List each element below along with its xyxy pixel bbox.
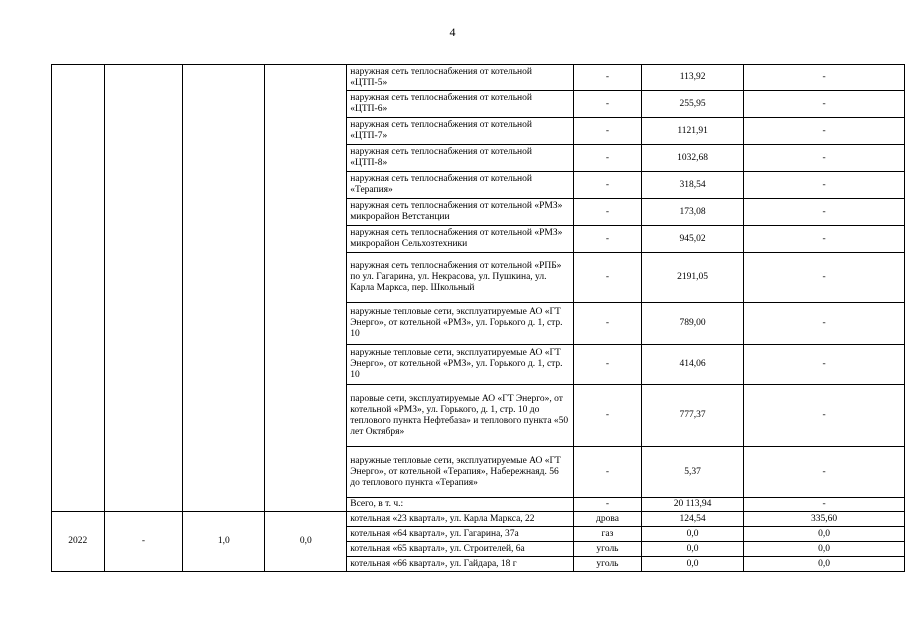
extra-cell: - — [744, 199, 905, 226]
network-description: наружная сеть теплоснабжения от котельной «ЦТП-7» — [347, 118, 574, 145]
extra-cell: - — [744, 385, 905, 447]
fuel-cell: - — [573, 385, 641, 447]
extra-cell: - — [744, 172, 905, 199]
network-description: наружные тепловые сети, эксплуатируемые АО «ГТ Энерго», от котельной «Терапия», Набережнаяд. 56 до теплового пункта «Терапия» — [347, 447, 574, 498]
extra-cell: - — [744, 303, 905, 345]
fuel-cell: - — [573, 345, 641, 385]
extra-cell: 0,0 — [744, 557, 905, 572]
network-description: наружная сеть теплоснабжения от котельной «РПБ» по ул. Гагарина, ул. Некрасова, ул. Пушкина, ул. Карла Маркса, пер. Школьный — [347, 253, 574, 303]
col2-cell: - — [104, 512, 183, 572]
value-cell: 1121,91 — [642, 118, 744, 145]
value-cell: 2191,05 — [642, 253, 744, 303]
value-cell: 0,0 — [642, 542, 744, 557]
extra-cell: - — [744, 226, 905, 253]
year-cell: 2022 — [52, 512, 105, 572]
total-extra: - — [744, 498, 905, 512]
boiler-description: котельная «65 квартал», ул. Строителей, 6а — [347, 542, 574, 557]
fuel-cell: - — [573, 172, 641, 199]
value-cell: 945,02 — [642, 226, 744, 253]
fuel-cell: дрова — [573, 512, 641, 527]
extra-cell: 0,0 — [744, 542, 905, 557]
value-cell: 255,95 — [642, 91, 744, 118]
fuel-cell: - — [573, 65, 641, 91]
value-cell: 777,37 — [642, 385, 744, 447]
network-description: наружная сеть теплоснабжения от котельной «РМЗ» микрорайон Ветстанции — [347, 199, 574, 226]
value-cell: 318,54 — [642, 172, 744, 199]
network-description: наружная сеть теплоснабжения от котельной «РМЗ» микрорайон Сельхозтехники — [347, 226, 574, 253]
blank-col2-cell — [104, 65, 183, 512]
fuel-cell: - — [573, 226, 641, 253]
fuel-cell: - — [573, 145, 641, 172]
extra-cell: 335,60 — [744, 512, 905, 527]
extra-cell: - — [744, 447, 905, 498]
boiler-description: котельная «66 квартал», ул. Гайдара, 18 г — [347, 557, 574, 572]
fuel-cell: - — [573, 199, 641, 226]
value-cell: 113,92 — [642, 65, 744, 91]
fuel-cell: - — [573, 303, 641, 345]
total-fuel: - — [573, 498, 641, 512]
fuel-cell: - — [573, 447, 641, 498]
network-description: наружные тепловые сети, эксплуатируемые АО «ГТ Энерго», от котельной «РМЗ», ул. Горького д. 1, стр. 10 — [347, 345, 574, 385]
total-value: 20 113,94 — [642, 498, 744, 512]
table-row — [52, 65, 905, 91]
extra-cell: - — [744, 65, 905, 91]
value-cell: 789,00 — [642, 303, 744, 345]
value-cell: 173,08 — [642, 199, 744, 226]
network-description: паровые сети, эксплуатируемые АО «ГТ Энерго», от котельной «РМЗ», ул. Горького, д. 1, стр. 10 до теплового пункта Нефтебаза» и теплового пункта «50 лет Октября» — [347, 385, 574, 447]
value-cell: 0,0 — [642, 557, 744, 572]
value-cell: 1032,68 — [642, 145, 744, 172]
network-description: наружная сеть теплоснабжения от котельной «Терапия» — [347, 172, 574, 199]
fuel-cell: - — [573, 91, 641, 118]
page-number: 4 — [449, 25, 456, 39]
blank-col3-cell — [183, 65, 265, 512]
extra-cell: - — [744, 91, 905, 118]
network-description: наружная сеть теплоснабжения от котельной «ЦТП-5» — [347, 65, 574, 91]
blank-col4-cell — [265, 65, 347, 512]
table-row — [52, 512, 905, 527]
network-description: наружные тепловые сети, эксплуатируемые АО «ГТ Энерго», от котельной «РМЗ», ул. Горького д. 1, стр. 10 — [347, 303, 574, 345]
extra-cell: - — [744, 345, 905, 385]
heat-network-table — [51, 64, 905, 572]
network-description: наружная сеть теплоснабжения от котельной «ЦТП-8» — [347, 145, 574, 172]
value-cell: 5,37 — [642, 447, 744, 498]
value-cell: 124,54 — [642, 512, 744, 527]
extra-cell: - — [744, 145, 905, 172]
fuel-cell: газ — [573, 527, 641, 542]
fuel-cell: - — [573, 118, 641, 145]
extra-cell: - — [744, 253, 905, 303]
network-description: наружная сеть теплоснабжения от котельной «ЦТП-6» — [347, 91, 574, 118]
value-cell: 0,0 — [642, 527, 744, 542]
boiler-description: котельная «23 квартал», ул. Карла Маркса, 22 — [347, 512, 574, 527]
boiler-description: котельная «64 квартал», ул. Гагарина, 37а — [347, 527, 574, 542]
col4-cell: 0,0 — [265, 512, 347, 572]
fuel-cell: уголь — [573, 557, 641, 572]
blank-year-cell — [52, 65, 105, 512]
fuel-cell: уголь — [573, 542, 641, 557]
extra-cell: 0,0 — [744, 527, 905, 542]
fuel-cell: - — [573, 253, 641, 303]
extra-cell: - — [744, 118, 905, 145]
total-label: Всего, в т. ч.: — [347, 498, 574, 512]
col3-cell: 1,0 — [183, 512, 265, 572]
value-cell: 414,06 — [642, 345, 744, 385]
